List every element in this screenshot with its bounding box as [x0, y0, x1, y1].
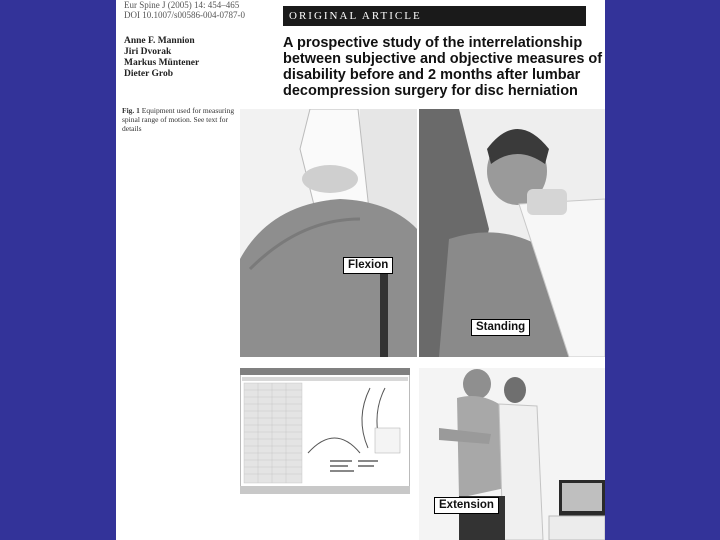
- flexion-label: Flexion: [343, 257, 393, 274]
- flexion-photo: [240, 109, 417, 357]
- article-page: [116, 0, 605, 540]
- journal-reference: [124, 0, 274, 20]
- software-screenshot: [240, 368, 410, 494]
- figure-label: Fig. 1: [122, 106, 140, 115]
- author-name: Dieter Grob: [124, 69, 173, 79]
- article-title: A prospective study of the interrelationship between subjective and objective measures of disability before and 2 months after lumbar decompression surgery for disc herniation: [283, 35, 603, 99]
- extension-label: Extension: [434, 497, 499, 514]
- journal-doi: DOI 10.1007/s00586-004-0787-0: [124, 10, 245, 20]
- extension-photo: [419, 368, 605, 540]
- figure-caption: [122, 106, 242, 133]
- article-type-banner: ORIGINAL ARTICLE: [283, 6, 586, 26]
- figure-caption-text: Equipment used for measuring spinal range of motion. See text for details: [122, 106, 235, 133]
- standing-label: Standing: [471, 319, 530, 336]
- author-name: Anne F. Mannion: [124, 36, 195, 46]
- author-name: Jiri Dvorak: [124, 47, 172, 57]
- author-name: Markus Müntener: [124, 58, 200, 68]
- author-list: [124, 36, 274, 80]
- journal-citation: Eur Spine J (2005) 14: 454–465: [124, 0, 240, 10]
